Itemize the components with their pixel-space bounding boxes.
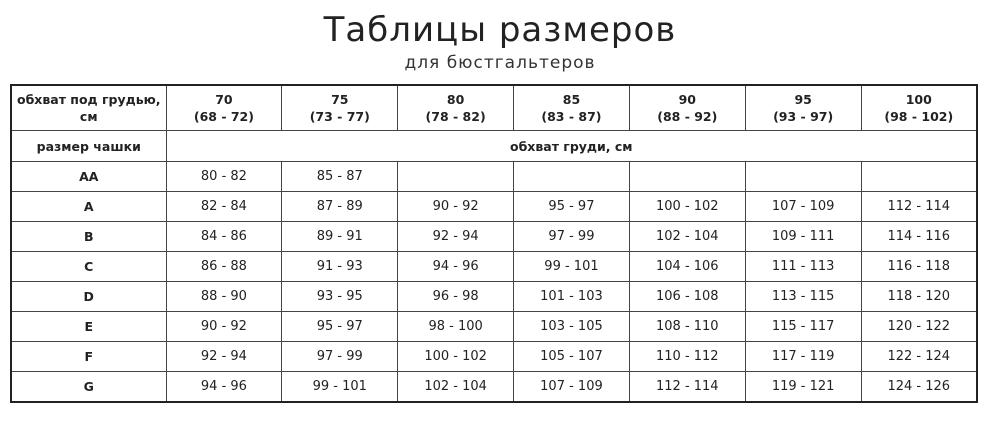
bust-range-cell: 97 - 99: [282, 342, 398, 372]
bust-range-cell: 107 - 109: [514, 372, 630, 403]
table-row: [11, 312, 977, 342]
band-range: (93 - 97): [773, 109, 834, 124]
cup-label: D: [11, 282, 166, 312]
bust-range-cell: 110 - 112: [629, 342, 745, 372]
cup-label: A: [11, 192, 166, 222]
bust-range-cell: 117 - 119: [745, 342, 861, 372]
bust-circumference-header: обхват груди, см: [166, 131, 977, 162]
band-size: 90: [678, 92, 696, 107]
page-subtitle: для бюстгальтеров: [404, 53, 596, 73]
cup-label: B: [11, 222, 166, 252]
bust-range-cell: 124 - 126: [861, 372, 977, 403]
bust-range-cell: 85 - 87: [282, 162, 398, 192]
bust-range-cell: 105 - 107: [514, 342, 630, 372]
band-range: (68 - 72): [193, 109, 254, 124]
bust-range-cell: 99 - 101: [514, 252, 630, 282]
bust-range-cell: 112 - 114: [629, 372, 745, 403]
bust-range-cell: 109 - 111: [745, 222, 861, 252]
bust-range-cell: 94 - 96: [398, 252, 514, 282]
bust-range-cell: 102 - 104: [629, 222, 745, 252]
size-table-body: [11, 85, 977, 402]
table-row: [11, 252, 977, 282]
bust-range-cell: 113 - 115: [745, 282, 861, 312]
bust-range-cell: [861, 162, 977, 192]
band-header-3: [514, 85, 630, 131]
bust-range-cell: 103 - 105: [514, 312, 630, 342]
bust-range-cell: 91 - 93: [282, 252, 398, 282]
band-header-4: [629, 85, 745, 131]
bust-range-cell: 92 - 94: [398, 222, 514, 252]
bust-range-cell: 90 - 92: [398, 192, 514, 222]
band-size: 80: [446, 92, 465, 107]
bust-range-cell: 122 - 124: [861, 342, 977, 372]
subheader-row: [11, 131, 977, 162]
underbust-header: [11, 85, 166, 131]
bust-range-cell: 114 - 116: [861, 222, 977, 252]
bust-range-cell: [398, 162, 514, 192]
table-row: [11, 192, 977, 222]
bust-range-cell: 116 - 118: [861, 252, 977, 282]
bust-range-cell: 100 - 102: [629, 192, 745, 222]
band-range: (78 - 82): [425, 109, 486, 124]
band-header-2: [398, 85, 514, 131]
page-title: Таблицы размеров: [323, 10, 677, 50]
size-table: [10, 84, 978, 403]
band-header-1: [282, 85, 398, 131]
band-header-6: [861, 85, 977, 131]
bust-range-cell: 120 - 122: [861, 312, 977, 342]
band-header-0: [166, 85, 282, 131]
bust-range-cell: 98 - 100: [398, 312, 514, 342]
bust-range-cell: 94 - 96: [166, 372, 282, 403]
bust-range-cell: 104 - 106: [629, 252, 745, 282]
bust-range-cell: 112 - 114: [861, 192, 977, 222]
bust-range-cell: 95 - 97: [514, 192, 630, 222]
band-size: 100: [905, 92, 932, 107]
cup-label: F: [11, 342, 166, 372]
table-row: [11, 372, 977, 403]
bust-range-cell: 84 - 86: [166, 222, 282, 252]
cup-label: E: [11, 312, 166, 342]
cup-label: G: [11, 372, 166, 403]
band-size: 75: [331, 92, 349, 107]
table-row: [11, 282, 977, 312]
bust-range-cell: 106 - 108: [629, 282, 745, 312]
bust-range-cell: 93 - 95: [282, 282, 398, 312]
bust-range-cell: 118 - 120: [861, 282, 977, 312]
bust-range-cell: 89 - 91: [282, 222, 398, 252]
bust-range-cell: [629, 162, 745, 192]
bust-range-cell: 108 - 110: [629, 312, 745, 342]
bust-range-cell: 100 - 102: [398, 342, 514, 372]
bust-range-cell: 87 - 89: [282, 192, 398, 222]
bust-range-cell: 90 - 92: [166, 312, 282, 342]
bust-range-cell: 92 - 94: [166, 342, 282, 372]
bust-range-cell: 95 - 97: [282, 312, 398, 342]
underbust-header-line-1: обхват под грудью,: [16, 92, 161, 107]
bust-range-cell: 99 - 101: [282, 372, 398, 403]
bust-range-cell: 88 - 90: [166, 282, 282, 312]
cup-size-header: размер чашки: [11, 131, 166, 162]
bust-range-cell: [745, 162, 861, 192]
table-row: [11, 162, 977, 192]
header-row: [11, 85, 977, 131]
bust-range-cell: 96 - 98: [398, 282, 514, 312]
underbust-header-line-2: см: [79, 109, 98, 124]
bust-range-cell: 82 - 84: [166, 192, 282, 222]
table-row: [11, 222, 977, 252]
band-range: (83 - 87): [541, 109, 602, 124]
band-range: (73 - 77): [309, 109, 370, 124]
bust-range-cell: 115 - 117: [745, 312, 861, 342]
table-row: [11, 342, 977, 372]
bust-range-cell: [514, 162, 630, 192]
band-size: 95: [794, 92, 812, 107]
bust-range-cell: 86 - 88: [166, 252, 282, 282]
bust-range-cell: 119 - 121: [745, 372, 861, 403]
bust-range-cell: 97 - 99: [514, 222, 630, 252]
band-range: (88 - 92): [657, 109, 718, 124]
cup-label: AA: [11, 162, 166, 192]
cup-label: C: [11, 252, 166, 282]
bust-range-cell: 102 - 104: [398, 372, 514, 403]
band-size: 70: [215, 92, 233, 107]
bust-range-cell: 80 - 82: [166, 162, 282, 192]
bust-range-cell: 111 - 113: [745, 252, 861, 282]
band-range: (98 - 102): [884, 109, 954, 124]
band-size: 85: [562, 92, 581, 107]
band-header-5: [745, 85, 861, 131]
bust-range-cell: 107 - 109: [745, 192, 861, 222]
bust-range-cell: 101 - 103: [514, 282, 630, 312]
